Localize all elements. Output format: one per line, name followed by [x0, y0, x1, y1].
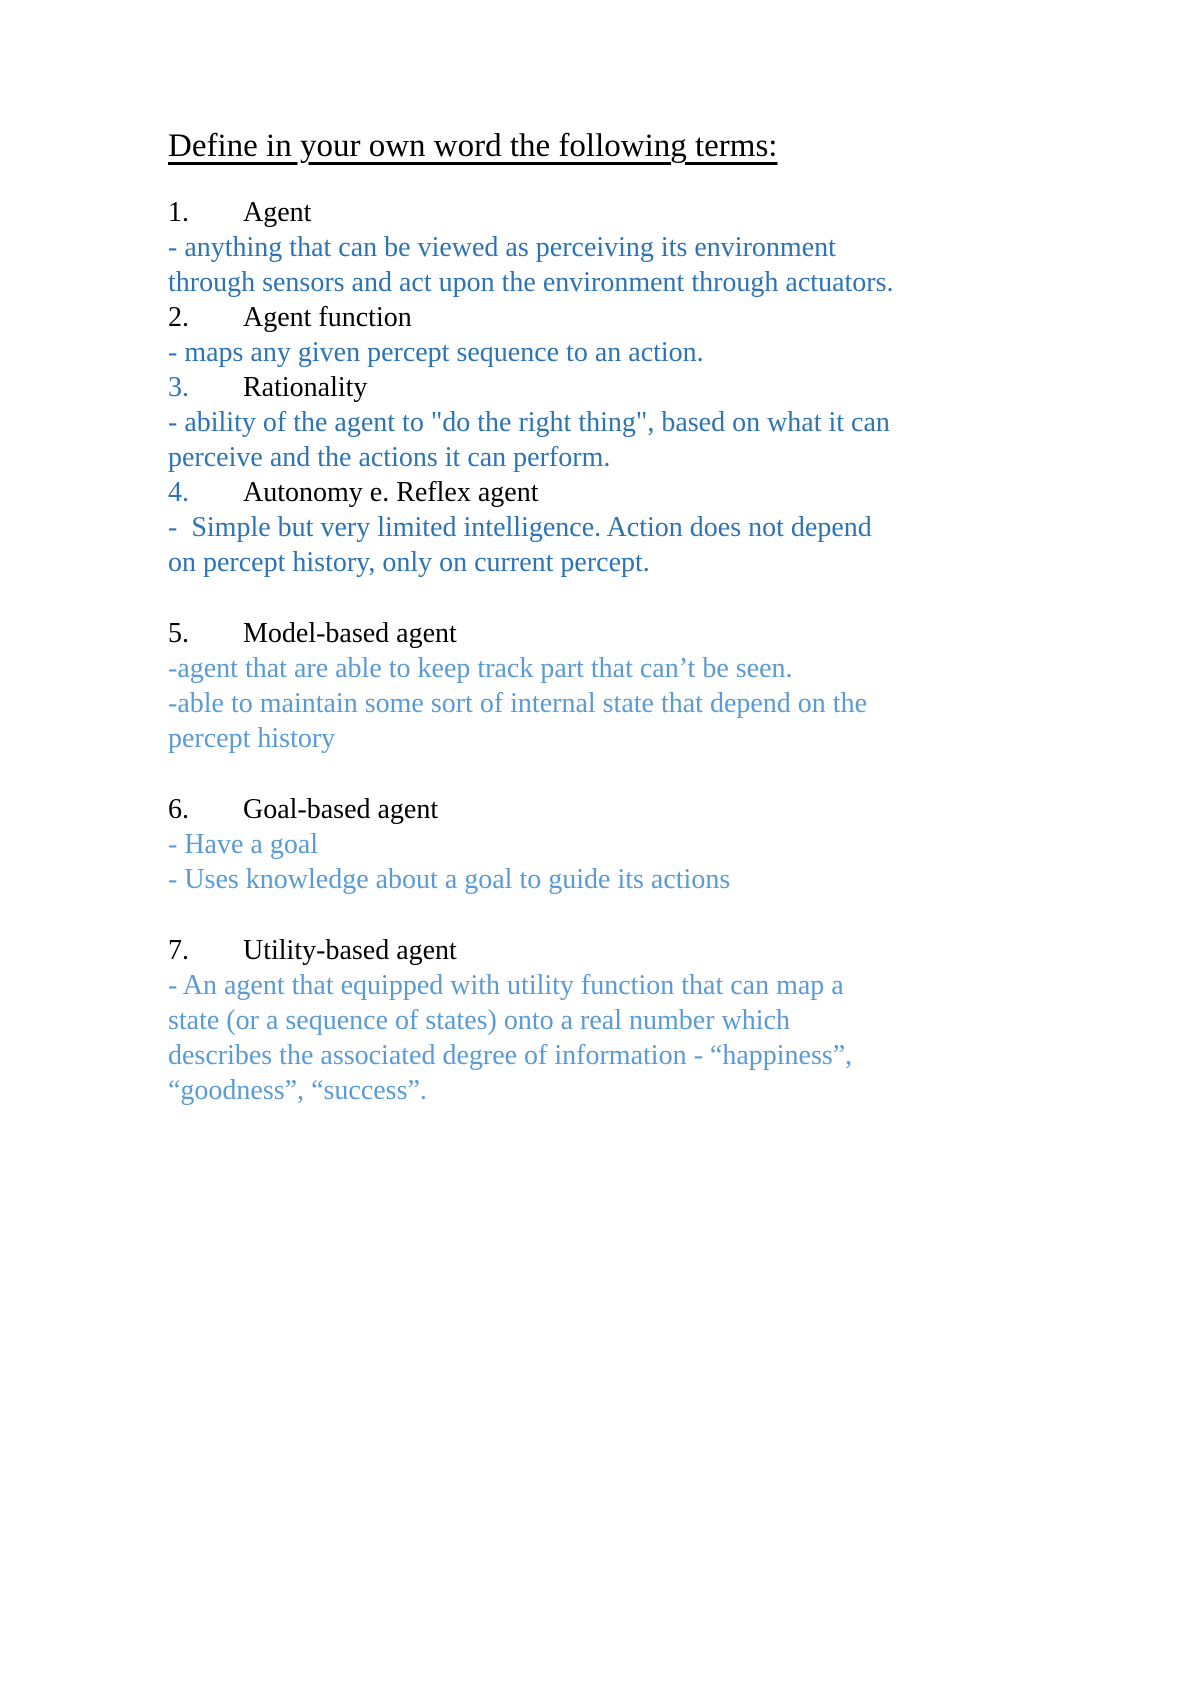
term-number: 1.	[168, 197, 189, 228]
definition-line: - anything that can be viewed as perceiving its environment	[168, 232, 836, 263]
definition-line: - maps any given percept sequence to an action.	[168, 337, 704, 368]
term-number: 4.	[168, 477, 189, 508]
term-heading: Agent function	[243, 302, 412, 333]
term-number: 7.	[168, 935, 189, 966]
term-heading: Utility-based agent	[243, 935, 457, 966]
term-heading: Agent	[243, 197, 312, 228]
term-heading-row	[168, 300, 1028, 335]
term-heading: Model-based agent	[243, 618, 457, 649]
term-heading: Rationality	[243, 372, 368, 403]
term-item-autonomy-reflex-agent	[168, 475, 1028, 580]
definition-line: - Uses knowledge about a goal to guide its actions	[168, 864, 731, 895]
term-number: 5.	[168, 618, 189, 649]
page-title: Define in your own word the following terms:	[168, 128, 778, 164]
term-heading-row	[168, 933, 1028, 968]
term-item-utility-based-agent	[168, 933, 1028, 1108]
definition-line: perceive and the actions it can perform.	[168, 442, 611, 473]
term-item-agent-function	[168, 300, 1028, 370]
definition-line: -able to maintain some sort of internal state that depend on the	[168, 688, 868, 719]
definition-line: - Simple but very limited intelligence. Action does not depend	[168, 512, 872, 543]
term-heading-row	[168, 616, 1028, 651]
definition-line: describes the associated degree of information - “happiness”,	[168, 1040, 853, 1071]
term-number: 3.	[168, 372, 189, 403]
term-number: 2.	[168, 302, 189, 333]
term-item-goal-based-agent	[168, 792, 1028, 897]
definition-line: “goodness”, “success”.	[168, 1075, 427, 1106]
definition-line: -agent that are able to keep track part that can’t be seen.	[168, 653, 793, 684]
definition-line: - ability of the agent to "do the right thing", based on what it can	[168, 407, 890, 438]
definition-line: - An agent that equipped with utility function that can map a	[168, 970, 844, 1001]
term-heading-row	[168, 475, 1028, 510]
term-heading-row	[168, 792, 1028, 827]
term-item-agent	[168, 195, 1028, 300]
definition-line: state (or a sequence of states) onto a real number which	[168, 1005, 790, 1036]
definition-line: - Have a goal	[168, 829, 319, 860]
term-item-rationality	[168, 370, 1028, 475]
term-heading-row	[168, 370, 1028, 405]
document-content	[168, 128, 1028, 1108]
term-number: 6.	[168, 794, 189, 825]
definition-line: on percept history, only on current percept.	[168, 547, 650, 578]
term-heading: Goal-based agent	[243, 794, 439, 825]
term-item-model-based-agent	[168, 616, 1028, 756]
definition-line: percept history	[168, 723, 336, 754]
term-heading: Autonomy e. Reflex agent	[243, 477, 539, 508]
term-heading-row	[168, 195, 1028, 230]
definition-line: through sensors and act upon the environment through actuators.	[168, 267, 894, 298]
